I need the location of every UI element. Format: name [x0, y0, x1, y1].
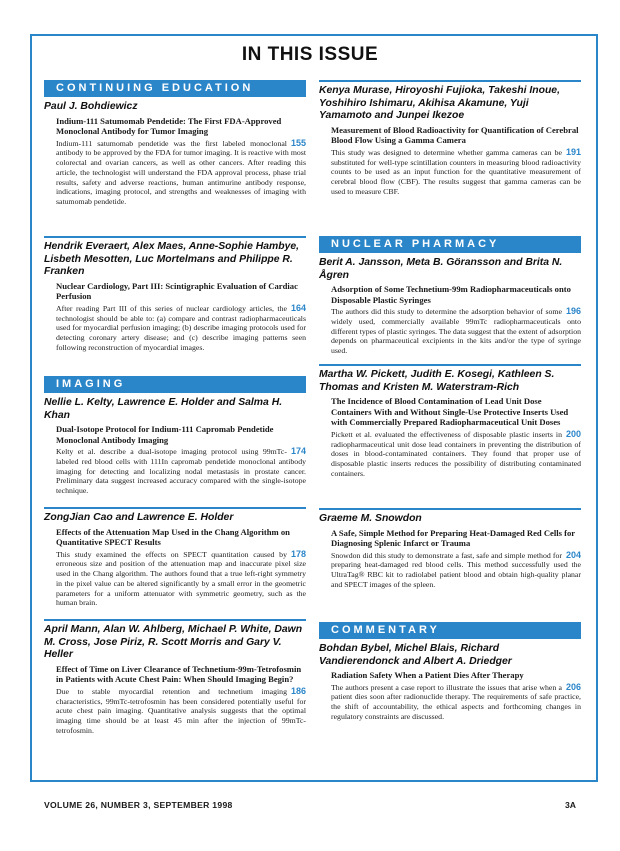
article — [44, 97, 306, 236]
article — [319, 80, 581, 228]
page-number[interactable]: 204 — [565, 549, 581, 560]
section-banner-imaging: IMAGING — [44, 376, 306, 393]
article-summary: 206 The authors present a case report to illustrate the issues that arise when a patient dies soon after radionuclide therapy. The requirements of safe practice, the shift of accountability, the ethical aspects and forthcoming changes in regulatory constraints are discussed. — [331, 681, 581, 721]
article-authors: Graeme M. Snowdon — [319, 513, 422, 524]
article-authors: Paul J. Bohdiewicz — [44, 101, 138, 112]
article-summary: 155 Indium-111 satumomab pendetide was the first labeled monoclonal antibody to be approved by the FDA for tumor imaging. It is reactive with most colorectal and ovarian cancers, as well as other cancers. After reading this article, the technologist will understand the FDA approval process, phase trial results, safety and adverse reactions, human antimurine antibody response, indications, imaging protocol, and strengths and weaknesses of imaging with satumomab pendetide. — [56, 137, 306, 206]
article-title[interactable]: The Incidence of Blood Contamination of Lead Unit Dose Containers With and Without Single-Use Protective Inserts Used with Commercially Prepared Radiopharmaceutical Unit Doses — [331, 396, 569, 428]
article-authors: April Mann, Alan W. Ahlberg, Michael P. White, Dawn M. Cross, Jose Piriz, R. Scott Morris and Gary V. Heller — [44, 624, 303, 661]
folio: 3A — [565, 800, 576, 810]
page-number[interactable]: 155 — [290, 137, 306, 148]
article-authors: Berit A. Jansson, Meta B. Göransson and Brita N. Ågren — [319, 257, 563, 281]
article — [44, 236, 306, 373]
article-authors: Martha W. Pickett, Judith E. Kosegi, Kathleen S. Thomas and Kristen M. Waterstram-Rich — [319, 369, 555, 393]
article-title[interactable]: Dual-Isotope Protocol for Indium-111 Capromab Pendetide Monoclonal Antibody Imaging — [56, 424, 274, 445]
left-column — [44, 80, 306, 735]
article-title[interactable]: Adsorption of Some Technetium-99m Radiopharmaceuticals onto Disposable Plastic Syringes — [331, 284, 571, 305]
article-authors: Bohdan Bybel, Michel Blais, Richard Vandierendonck and Albert A. Driedger — [319, 643, 512, 667]
page-number[interactable]: 178 — [290, 548, 306, 559]
issue-info: VOLUME 26, NUMBER 3, SEPTEMBER 1998 — [44, 800, 233, 810]
article-summary: 191 This study was designed to determine whether gamma cameras can be substituted for well-type scintillation counters in measuring blood radioactivity counts to be used as an input function for the quantitative measurement of cerebral blood flow (CBF). The results suggest that gamma cameras can be used to measure CBF. — [331, 146, 581, 196]
article — [44, 619, 306, 735]
page-number[interactable]: 206 — [565, 681, 581, 692]
article-authors: Kenya Murase, Hiroyoshi Fujioka, Takeshi Inoue, Yoshihiro Ishimaru, Akihisa Akamune, Yuji Yamamoto and Junpei Ikezoe — [319, 85, 560, 122]
page-number[interactable]: 174 — [290, 446, 306, 457]
article-title[interactable]: Radiation Safety When a Patient Dies After Therapy — [331, 670, 524, 681]
article-summary: 164 After reading Part III of this series of nuclear cardiology articles, the technologist should be able to: (a) compare and contrast radiopharmaceuticals used for myocardial perfusion imaging; (b) describe imaging protocols used for detecting coronary artery disease; and (c) describe imaging patterns seen following reconstruction of myocardial images. — [56, 302, 306, 352]
page-number[interactable]: 186 — [290, 685, 306, 696]
article — [319, 639, 581, 722]
right-column — [319, 80, 581, 722]
page-number[interactable]: 196 — [565, 306, 581, 317]
article — [319, 253, 581, 364]
article-summary: 186 Due to stable myocardial retention and technetium imaging characteristics, 99mTc-tetrofosmin has been considered potentially useful for acute chest pain imaging. Quantitative analysis suggests that the optimal imaging time should be at least 45 min after the injection of 99mTc-tetrofosmin. — [56, 685, 306, 735]
article — [319, 508, 581, 608]
article — [319, 364, 581, 508]
article-authors: ZongJian Cao and Lawrence E. Holder — [44, 512, 234, 523]
section-banner-nuclear-pharmacy: NUCLEAR PHARMACY — [319, 236, 581, 253]
section-banner-commentary: COMMENTARY — [319, 622, 581, 639]
article-title[interactable]: A Safe, Simple Method for Preparing Heat-Damaged Red Cells for Diagnosing Splenic Infarct or Trauma — [331, 527, 575, 549]
article — [44, 507, 306, 619]
article-title[interactable]: Effect of Time on Liver Clearance of Technetium-99m-Tetrofosmin in Patients with Acute Chest Pain: When Should Imaging Begin? — [56, 663, 302, 685]
article-summary: 174 Kelty et al. describe a dual-isotope imaging protocol using 99mTc-labeled red blood cells with 111In capromab pendetide monoclonal antibody imaging for detecting and localizing nodal metastasis in prostate cancer. Preliminary data suggest increased accuracy compared with the single-isotope technique. — [56, 446, 306, 496]
article-title[interactable]: Effects of the Attenuation Map Used in the Chang Algorithm on Quantitative SPECT Results — [56, 526, 290, 548]
article-title[interactable]: Measurement of Blood Radioactivity for Quantification of Cerebral Blood Flow Using a Gamma Camera — [331, 124, 579, 146]
page-title: IN THIS ISSUE — [241, 44, 379, 65]
page-number[interactable]: 200 — [565, 428, 581, 439]
article-title[interactable]: Nuclear Cardiology, Part III: Scintigraphic Evaluation of Cardiac Perfusion — [56, 280, 298, 302]
article-summary: 200 Pickett et al. evaluated the effectiveness of disposable plastic inserts in radiopharmaceutical unit dose lead containers in preventing the distribution of doses in blood-contaminated containers. They found that proper use of disposable plastic inserts reduces the possibility of distributing contaminated containers. — [331, 428, 581, 478]
article-summary: 204 Snowdon did this study to demonstrate a fast, safe and simple method for preparing heat-damaged red blood cells. This method successfully used the UltraTag® RBC kit to radiolabel patient blood and obtain high-quality planar and SPECT images of the spleen. — [331, 549, 581, 589]
article-summary: 178 This study examined the effects on SPECT quantitation caused by erroneous size and position of the attenuation map and inaccurate pixel size used in the Chang algorithm. The authors found that a true left-right symmetry in the pixel value can be altered significantly by a small error in the geometric parameters for a uniform attenuator with symmetric geometry, such as the human brain. — [56, 548, 306, 608]
article-authors: Hendrik Everaert, Alex Maes, Anne-Sophie Hambye, Lisbeth Mesotten, Luc Mortelmans and Philippe R. Franken — [44, 241, 300, 278]
article-title[interactable]: Indium-111 Satumomab Pendetide: The First FDA-Approved Monoclonal Antibody for Tumor Imaging — [56, 115, 282, 137]
page-number[interactable]: 191 — [565, 146, 581, 157]
section-banner-continuing-education: CONTINUING EDUCATION — [44, 80, 306, 97]
article-authors: Nellie L. Kelty, Lawrence E. Holder and Salma H. Khan — [44, 397, 283, 421]
article — [44, 393, 306, 507]
article-summary: 196 The authors did this study to determine the adsorption behavior of some widely used, commercially available 99mTc radiopharmaceuticals onto different types of plastic syringes. The data suggest that the extent of adsorption depends on pharmaceutical excipients in the kits and/or the type of syringe used. — [331, 306, 581, 356]
page-number[interactable]: 164 — [290, 302, 306, 313]
